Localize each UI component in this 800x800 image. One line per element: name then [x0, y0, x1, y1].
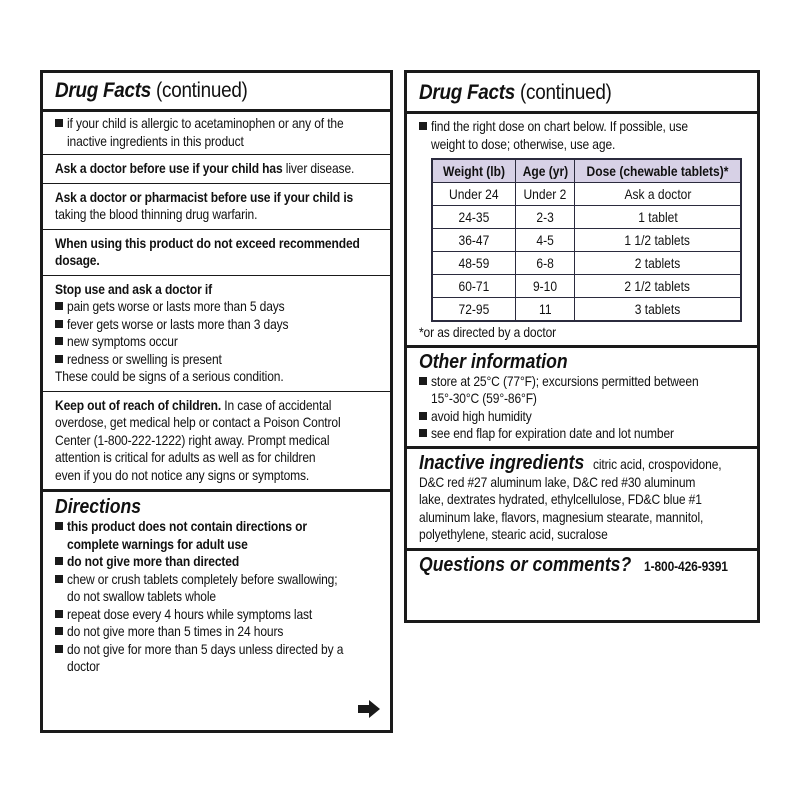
- stop-use-item: redness or swelling is present: [55, 351, 380, 369]
- table-row: Under 24 Under 2 Ask a doctor: [432, 183, 741, 206]
- questions-heading: Questions or comments?: [419, 553, 632, 576]
- stop-use-section: [43, 276, 390, 392]
- allergy-text: if your child is allergic to acetaminophen or any of the inactive ingredients in this product: [55, 115, 380, 150]
- direction-item: do not give more than 5 times in 24 hours: [55, 623, 380, 641]
- column-header: Dose (chewable tablets)*: [575, 159, 741, 183]
- inactive-section: Inactive ingredientscitric acid, crospovidone, D&C red #27 aluminum lake, D&C red #30 aluminum lake, dextrates hydrated, ethylcellulose, FD&C blue #1 aluminum lake, flavors, magnesium stearate, mannitol, polyethylene, stearic acid, sucralose: [407, 449, 757, 551]
- stop-use-heading: Stop use and ask a doctor if: [55, 280, 212, 297]
- stop-use-item: pain gets worse or lasts more than 5 days: [55, 298, 380, 316]
- continued-label: (continued): [515, 81, 612, 104]
- continued-label: (continued): [151, 79, 248, 102]
- table-row: 60-71 9-10 2 1/2 tablets: [432, 275, 741, 298]
- ask-doctor-text: liver disease.: [282, 160, 355, 176]
- other-info-section: [407, 348, 757, 449]
- directions-section: [43, 492, 390, 680]
- inactive-first-line: citric acid, crospovidone,: [592, 455, 722, 472]
- table-row: 48-59 6-8 2 tablets: [432, 252, 741, 275]
- phone-number: 1-800-426-9391: [644, 557, 729, 574]
- keep-out-heading: Keep out of reach of children.: [55, 396, 222, 413]
- ask-doctor-section: [43, 155, 390, 184]
- right-panel: [404, 70, 760, 623]
- keep-out-section: Keep out of reach of children. In case of accidental overdose, get medical help or contact a Poison Control Center (1-800-222-1222) right away. Prompt medical attention is critical for adults as well as for children even if you do not notice any signs or symptoms.: [43, 392, 390, 493]
- direction-item: chew or crush tablets completely before swallowing; do not swallow tablets whole: [55, 571, 380, 606]
- ask-pharmacist-heading: Ask a doctor or pharmacist before use if your child is: [55, 188, 354, 205]
- column-header: Weight (lb): [432, 159, 516, 183]
- stop-use-footer: These could be signs of a serious condition.: [55, 368, 284, 384]
- other-info-item: see end flap for expiration date and lot number: [419, 425, 747, 443]
- inactive-heading: Inactive ingredients: [419, 451, 585, 474]
- stop-use-item: new symptoms occur: [55, 333, 380, 351]
- other-info-item: store at 25°C (77°F); excursions permitted between 15°-30°C (59°-86°F): [419, 373, 747, 408]
- other-info-heading: Other information: [419, 350, 568, 373]
- dosing-table: [431, 158, 742, 322]
- right-header: [407, 73, 757, 114]
- direction-item: do not give for more than 5 days unless directed by a doctor: [55, 641, 380, 676]
- direction-item: do not give more than directed: [55, 553, 380, 571]
- find-dose-text: find the right dose on chart below. If possible, use weight to dose; otherwise, use age.: [419, 118, 747, 153]
- drug-facts-title: Drug Facts: [55, 79, 152, 102]
- when-using-text: When using this product do not exceed recommended dosage.: [55, 234, 360, 268]
- questions-section: [407, 551, 757, 580]
- when-using-section: [43, 230, 390, 276]
- ask-pharmacist-section: [43, 184, 390, 230]
- table-row: 24-35 2-3 1 tablet: [432, 206, 741, 229]
- poison-control-text: Center (1-800-222-1222) right away. Prompt medical: [55, 431, 330, 448]
- table-footnote: *or as directed by a doctor: [419, 324, 557, 340]
- ask-pharmacist-text: taking the blood thinning drug warfarin.: [55, 206, 258, 222]
- left-panel: [40, 70, 393, 733]
- directions-heading: Directions: [55, 496, 142, 518]
- table-header-row: [432, 159, 741, 183]
- other-info-item: avoid high humidity: [419, 408, 747, 426]
- stop-use-item: fever gets worse or lasts more than 3 days: [55, 316, 380, 334]
- ask-doctor-heading: Ask a doctor before use if your child has: [55, 160, 283, 176]
- column-header: Age (yr): [516, 159, 575, 183]
- dosing-section: [407, 114, 757, 348]
- table-row: 72-95 11 3 tablets: [432, 298, 741, 322]
- drug-facts-title: Drug Facts: [419, 81, 516, 104]
- table-row: 36-47 4-5 1 1/2 tablets: [432, 229, 741, 252]
- direction-item: repeat dose every 4 hours while symptoms last: [55, 606, 380, 624]
- direction-item: this product does not contain directions or complete warnings for adult use: [55, 518, 380, 553]
- arrow-right-icon: [358, 700, 380, 718]
- left-header: [43, 73, 390, 112]
- allergy-section: [43, 112, 390, 155]
